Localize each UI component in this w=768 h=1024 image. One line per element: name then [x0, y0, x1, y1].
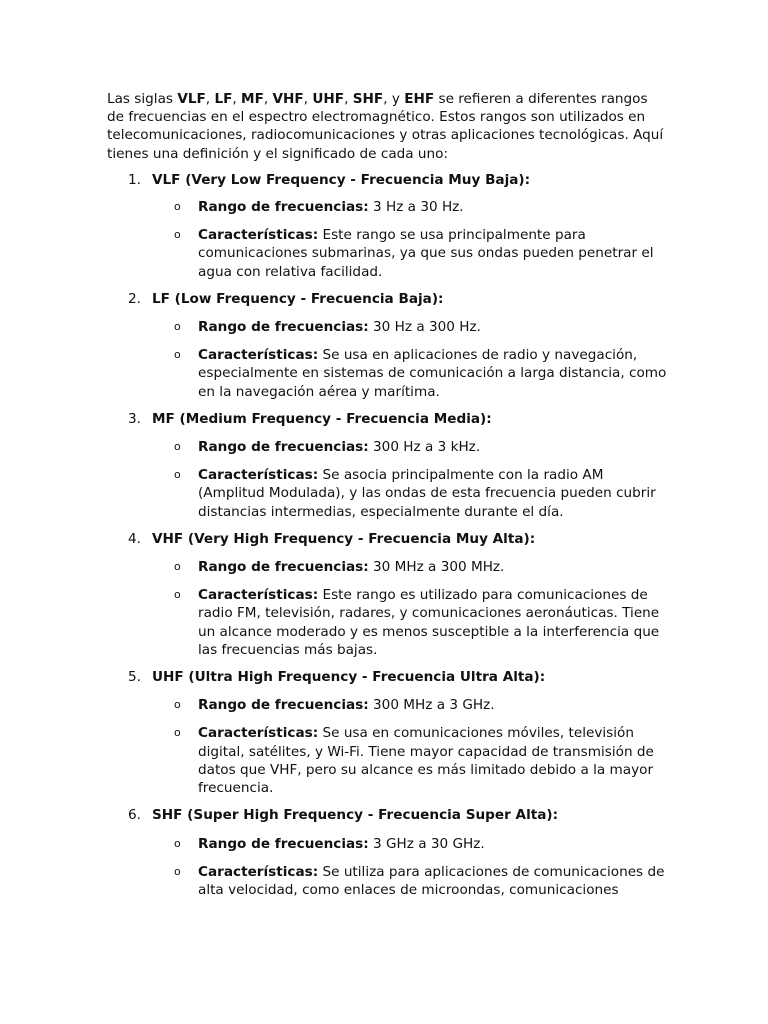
document-page [107, 90, 667, 899]
bullet-icon: o [174, 440, 181, 454]
range-label: Rango de frecuencias: [198, 559, 369, 576]
range-entry [107, 558, 667, 576]
features-value: Este rango es utilizado para comunicaciones de radio FM, televisión, radares, y comunicaciones aeronáuticas. Tiene un alcance moderado y es menos susceptible a la interferencia que las frecuencias más bajas. [198, 587, 660, 658]
bullet-icon: o [174, 200, 181, 214]
range-value: 3 Hz a 30 Hz. [368, 199, 464, 216]
features-entry [107, 346, 667, 401]
features-label: Características: [198, 467, 319, 484]
acronym-shf: SHF [352, 91, 384, 107]
intro-sep: , [344, 91, 353, 107]
acronym-vlf: VLF [177, 91, 206, 107]
features-label: Características: [198, 587, 319, 604]
bullet-icon: o [174, 320, 181, 334]
list-item-vlf [107, 171, 667, 281]
features-label: Características: [198, 725, 319, 742]
features-label: Características: [198, 227, 319, 244]
range-entry [107, 696, 667, 714]
list-number: 2. [128, 290, 141, 307]
features-value: Se usa en aplicaciones de radio y navegación, especialmente en sistemas de comunicación a larga distancia, como en la navegación aérea y marítima. [198, 347, 667, 400]
bullet-icon: o [174, 468, 181, 482]
range-label: Rango de frecuencias: [198, 835, 369, 852]
bullet-icon: o [174, 836, 181, 850]
features-entry [107, 724, 667, 797]
intro-sep: , [232, 91, 242, 107]
range-label: Rango de frecuencias: [198, 439, 369, 456]
acronym-lf: LF [214, 91, 233, 107]
item-heading: UHF (Ultra High Frequency - Frecuencia Ultra Alta): [152, 669, 546, 686]
bullet-icon: o [174, 726, 181, 740]
range-value: 300 Hz a 3 kHz. [368, 439, 481, 456]
range-label: Rango de frecuencias: [198, 199, 369, 216]
list-item-mf [107, 410, 667, 521]
range-value: 30 Hz a 300 Hz. [368, 319, 481, 336]
features-value: Se usa en comunicaciones móviles, televisión digital, satélites, y Wi-Fi. Tiene mayor capacidad de transmisión de datos que VHF, pero su alcance es más limitado debido a la mayor frecuencia. [198, 725, 654, 797]
features-value: Se asocia principalmente con la radio AM (Amplitud Modulada), y las ondas de esta frecuencia pueden cubrir distancias intermedias, especialmente durante el día. [198, 467, 656, 520]
acronym-ehf: EHF [404, 91, 435, 107]
item-heading: VHF (Very High Frequency - Frecuencia Muy Alta): [152, 530, 536, 547]
list-number: 3. [128, 410, 141, 427]
bullet-icon: o [174, 348, 181, 362]
item-heading: VLF (Very Low Frequency - Frecuencia Muy Baja): [152, 171, 531, 188]
list-number: 4. [128, 530, 141, 547]
sub-list [107, 318, 667, 401]
features-entry [107, 586, 667, 659]
features-entry [107, 226, 667, 281]
list-number: 6. [128, 807, 141, 824]
sub-list [107, 438, 667, 521]
intro-sep: , y [383, 91, 405, 107]
frequency-list [107, 171, 667, 899]
list-number: 5. [128, 669, 141, 686]
intro-paragraph [107, 90, 667, 163]
range-entry [107, 198, 667, 216]
list-item-vhf [107, 530, 667, 659]
acronym-mf: MF [241, 91, 264, 107]
range-entry [107, 318, 667, 336]
acronym-uhf: UHF [312, 91, 345, 107]
range-label: Rango de frecuencias: [198, 697, 369, 714]
bullet-icon: o [174, 864, 181, 878]
item-heading: MF (Medium Frequency - Frecuencia Media): [152, 410, 492, 427]
list-item-uhf [107, 668, 667, 797]
intro-sep: , [303, 91, 313, 107]
item-heading: SHF (Super High Frequency - Frecuencia Super Alta): [152, 807, 559, 824]
list-number: 1. [128, 171, 141, 188]
features-entry [107, 863, 667, 899]
range-value: 3 GHz a 30 GHz. [368, 835, 485, 852]
intro-sep: , [205, 91, 215, 107]
sub-list [107, 558, 667, 659]
list-item-lf [107, 290, 667, 401]
features-value: Se utiliza para aplicaciones de comunicaciones de alta velocidad, como enlaces de microondas, comunicaciones [198, 863, 665, 898]
bullet-icon: o [174, 560, 181, 574]
list-item-shf [107, 806, 667, 899]
features-entry [107, 466, 667, 521]
features-label: Características: [198, 863, 319, 880]
sub-list [107, 696, 667, 797]
features-value: Este rango se usa principalmente para comunicaciones submarinas, ya que sus ondas pueden penetrar el agua con relativa facilidad. [198, 227, 654, 280]
intro-text-end: se refieren a diferentes rangos de frecuencias en el espectro electromagnético. Estos rangos son utilizados en telecomunicaciones, radiocomunicaciones y otras aplicaciones tecnológicas. Aquí tienes una definición y el significado de cada uno: [107, 91, 664, 162]
range-value: 30 MHz a 300 MHz. [368, 559, 505, 576]
sub-list [107, 835, 667, 900]
range-label: Rango de frecuencias: [198, 319, 369, 336]
bullet-icon: o [174, 228, 181, 242]
bullet-icon: o [174, 698, 181, 712]
item-heading: LF (Low Frequency - Frecuencia Baja): [152, 290, 444, 307]
sub-list [107, 198, 667, 281]
intro-text-start: Las siglas [107, 91, 178, 107]
range-value: 300 MHz a 3 GHz. [368, 697, 495, 714]
intro-sep: , [263, 91, 273, 107]
bullet-icon: o [174, 588, 181, 602]
features-label: Características: [198, 347, 319, 364]
acronym-vhf: VHF [272, 91, 304, 107]
range-entry [107, 438, 667, 456]
range-entry [107, 835, 667, 853]
